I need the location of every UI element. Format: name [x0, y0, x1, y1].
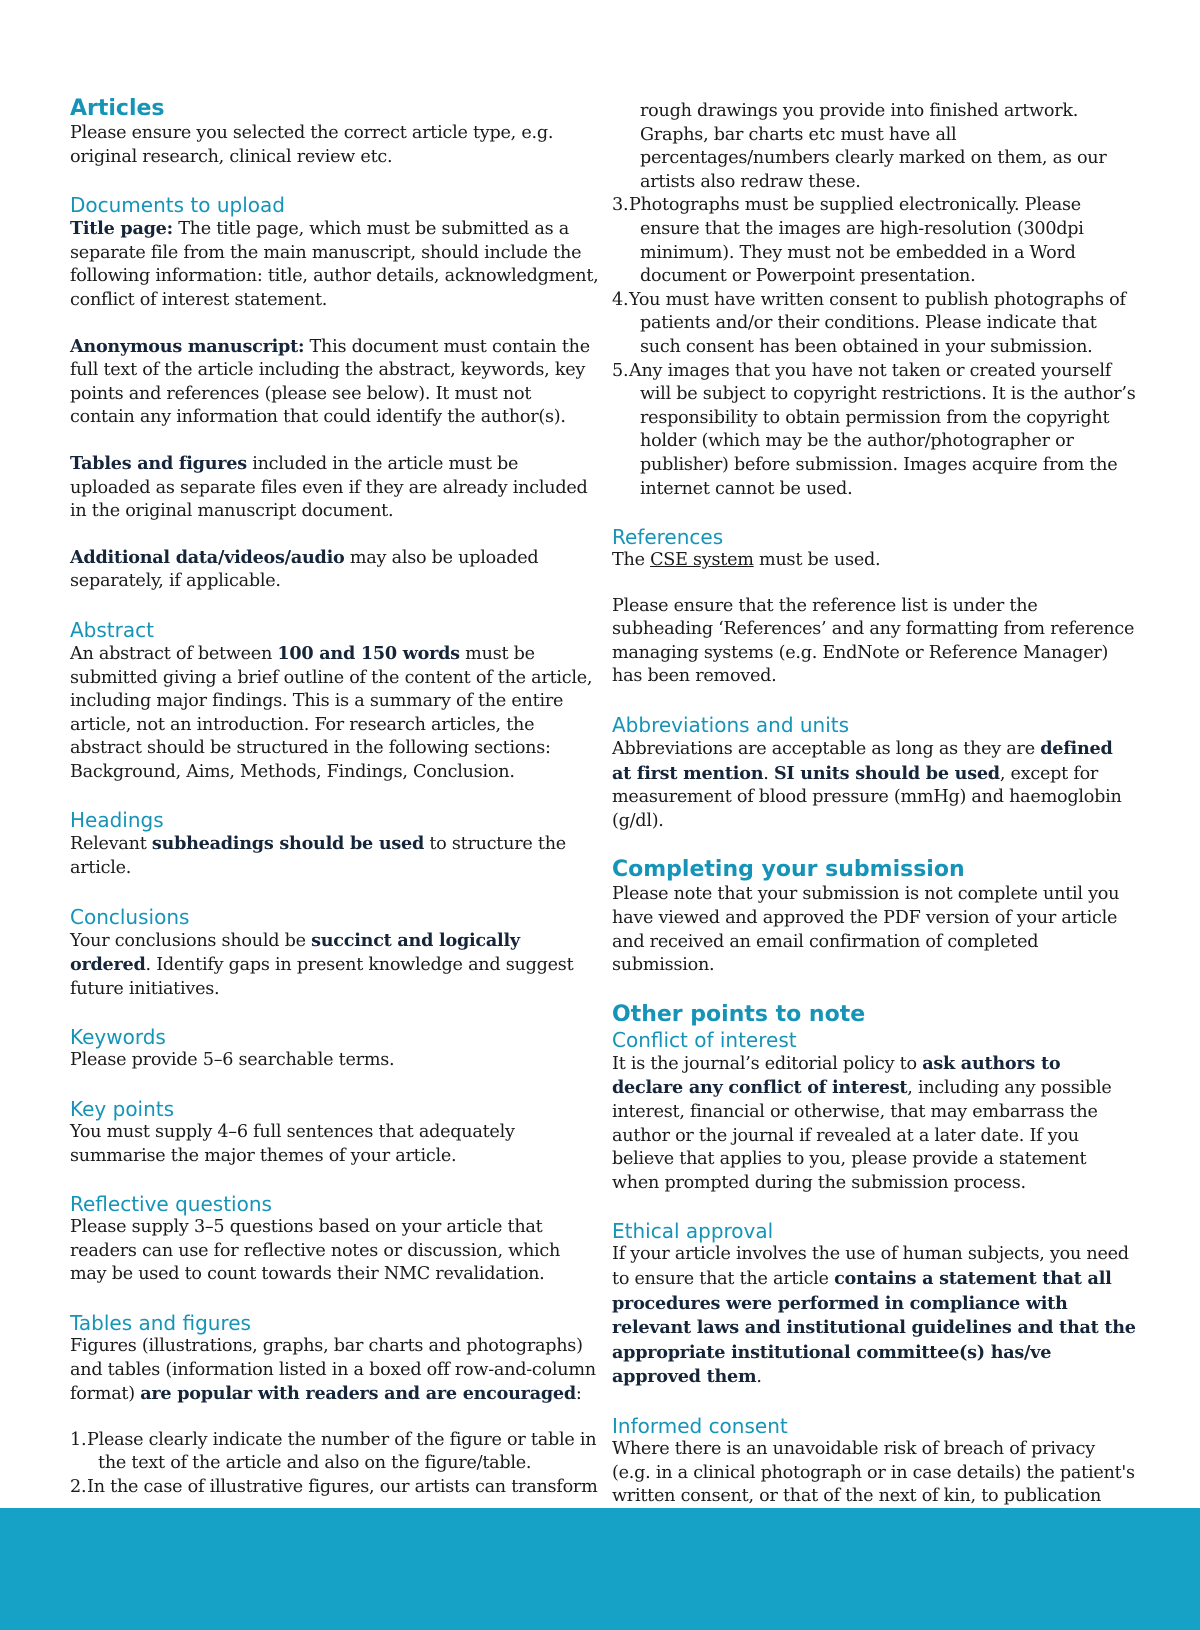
additional-label: Additional data/videos/audio — [70, 546, 345, 568]
section-ethical — [612, 1219, 1136, 1390]
title-page-text: The title page, which must be submitted as a separate file from the main manuscript, should include the following information: title, author details, acknowledgment, conflict of interest statement. — [70, 219, 599, 310]
reflective-text: Please supply 3–5 questions based on your article that readers can use for reflective notes or discussion, which may be used to count towards their NMC revalidation. — [70, 1217, 561, 1285]
section-abstract — [70, 618, 600, 785]
ethical-bold: contains a statement that all procedures were performed in compliance with relevant laws and institutional guidelines and that the appropriate institutional committee(s) has/ve approved them — [612, 1267, 1136, 1388]
tables-upload-text: included in the article must be uploaded as separate files even if they are already included in the original manuscript document. — [70, 453, 588, 522]
section-keywords — [70, 1025, 600, 1073]
heading-keypoints: Key points — [70, 1097, 175, 1122]
list-item-continued — [612, 100, 1136, 194]
footer-band — [0, 1508, 1200, 1630]
anon-label: Anonymous manuscript: — [70, 335, 305, 357]
tables-text-a: Figures (illustrations, graphs, bar charts and photographs) and tables (information listed in a boxed off row-and-column format) — [70, 1336, 596, 1405]
heading-ethical: Ethical approval — [612, 1219, 774, 1244]
coi-text-a: It is the journal’s editorial policy to — [612, 1053, 923, 1074]
title-page-label: Title page: — [70, 218, 173, 240]
abstract-bold: 100 and 150 words — [277, 642, 460, 664]
list-item-text: You must have written consent to publish photographs of patients and/or their conditions. Please indicate that such consent has been obtained in your submission. — [629, 289, 1126, 357]
tables-text-b: : — [575, 1384, 582, 1405]
heading-conclusions: Conclusions — [70, 904, 190, 929]
ethical-text — [612, 1243, 1136, 1390]
abbrev-text-c: , except for measurement of blood pressure (mmHg) and haemoglobin (g/dl). — [612, 763, 1122, 831]
coi-text-b: , including any possible interest, financial or otherwise, that may embarrass the author or the journal if revealed at a later date. If you believe that applies to you, please provide a statement when prompted during the submission process. — [612, 1078, 1112, 1193]
heading-reflective: Reflective questions — [70, 1192, 272, 1217]
conclusions-bold: succinct and logically ordered — [70, 929, 520, 976]
additional-paragraph — [70, 546, 600, 594]
references-text-a: The — [612, 550, 651, 571]
list-item-text: Please clearly indicate the number of the figure or table in the text of the article and also on the figure/table. — [87, 1429, 597, 1474]
list-item — [70, 1429, 600, 1476]
section-tables — [70, 1311, 600, 1500]
abstract-text-b: must be submitted giving a brief outline of the content of the article, including major findings. This is a summary of the entire article, not an introduction. For research articles, the abstract should be structured in the following sections: Background, Aims, Methods, Findings, Conclusion. — [70, 643, 593, 782]
heading-completing: Completing your submission — [612, 857, 965, 883]
heading-keywords: Keywords — [70, 1025, 166, 1050]
section-abbreviations — [612, 713, 1136, 833]
heading-references: References — [612, 525, 724, 550]
abstract-text-a: An abstract of between — [70, 643, 278, 664]
list-number: 2. — [70, 1476, 87, 1497]
heading-abbreviations: Abbreviations and units — [612, 713, 850, 738]
tables-text — [70, 1335, 600, 1407]
tables-upload-label: Tables and figures — [70, 452, 247, 474]
heading-coi: Conflict of interest — [612, 1027, 797, 1052]
section-documents — [70, 193, 600, 594]
list-number: 4. — [612, 289, 629, 310]
anon-text: This document must contain the full text of the article including the abstract, keywords, key points and references (please see below). It must not contain any information that could identify the author(s). — [70, 336, 590, 428]
left-column — [70, 96, 600, 1524]
section-keypoints — [70, 1097, 600, 1168]
headings-text-b: to structure the article. — [70, 834, 566, 879]
completing-text: Please note that your submission is not complete until you have viewed and approved the PDF version of your article and received an email confirmation of completed submission. — [612, 884, 1120, 976]
tables-bold: are popular with readers and are encouraged — [140, 1383, 576, 1405]
heading-tables: Tables and figures — [70, 1311, 251, 1335]
list-number: 5. — [612, 360, 629, 381]
list-number: 3. — [612, 195, 629, 216]
anon-paragraph — [70, 335, 600, 430]
heading-abstract: Abstract — [70, 617, 154, 642]
references-text — [612, 549, 1136, 573]
coi-text — [612, 1052, 1136, 1196]
title-page-paragraph — [70, 217, 600, 312]
headings-text-a: Relevant — [70, 834, 152, 855]
list-item — [612, 289, 1136, 360]
list-item — [70, 1476, 600, 1500]
section-conclusions — [70, 905, 600, 1002]
conclusions-text — [70, 929, 600, 1002]
section-articles — [70, 96, 600, 169]
cse-system-link[interactable]: CSE system — [650, 550, 754, 571]
section-headings — [70, 808, 600, 880]
list-item-text: rough drawings you provide into finished artwork. Graphs, bar charts etc must have all percentages/numbers clearly marked on them, as our artists also redraw these. — [640, 101, 1107, 192]
heading-other: Other points to note — [612, 1001, 866, 1027]
keypoints-text: You must supply 4–6 full sentences that adequately summarise the major themes of your article. — [70, 1122, 515, 1166]
abbrev-text-a: Abbreviations are acceptable as long as they are — [612, 739, 1041, 760]
consent-text-a: Where there is an unavoidable risk of breach of privacy (e.g. in a clinical photograph or in case details) the patient's written consent, or that of the next of kin, to publication — [612, 1438, 1135, 1507]
ethical-text-a: If your article involves the use of human subjects, you need to ensure that the article — [612, 1244, 1129, 1289]
articles-text: Please ensure you selected the correct article type, e.g. original research, clinical review etc. — [70, 123, 554, 167]
conclusions-text-b: . Identify gaps in present knowledge and suggest future initiatives. — [70, 955, 574, 999]
additional-text: may also be uploaded separately, if applicable. — [70, 547, 539, 592]
abbrev-text-b: . — [763, 763, 774, 784]
heading-articles: Articles — [70, 96, 165, 121]
ethical-text-b: . — [756, 1367, 762, 1388]
coi-bold: ask authors to declare any conflict of interest — [612, 1052, 1061, 1099]
section-other — [612, 1002, 1136, 1196]
list-item — [612, 194, 1136, 288]
list-item-text: Any images that you have not taken or created yourself will be subject to copyright restrictions. It is the author’s responsibility to obtain permission from the copyright holder (which may be the author/photographer or publisher) before submission. Images acquire from the internet cannot be used. — [629, 360, 1136, 499]
figures-list-continued — [612, 100, 1136, 501]
heading-headings: Headings — [70, 808, 164, 833]
abbrev-bold-1: defined at first mention — [612, 738, 1113, 784]
references-text-2: Please ensure that the reference list is under the subheading ‘References’ and any formatting from reference managing systems (e.g. EndNote or Reference Manager) has been removed. — [612, 595, 1135, 687]
list-item-text: In the case of illustrative figures, our artists can transform — [87, 1476, 598, 1497]
figures-list — [70, 1429, 600, 1500]
abbrev-bold-2: SI units should be used — [773, 762, 1000, 784]
section-reflective — [70, 1192, 600, 1287]
list-item-text: Photographs must be supplied electronically. Please ensure that the images are high-resolution (300dpi minimum). They must not be embedded in a Word document or Powerpoint presentation. — [629, 195, 1084, 287]
list-item — [612, 360, 1136, 502]
abbrev-text — [612, 737, 1136, 833]
abstract-text — [70, 642, 600, 785]
section-completing — [612, 857, 1136, 977]
heading-documents: Documents to upload — [70, 193, 285, 218]
section-references — [612, 525, 1136, 689]
list-number: 1. — [70, 1429, 87, 1450]
keywords-text: Please provide 5–6 searchable terms. — [70, 1050, 395, 1071]
headings-bold: subheadings should be used — [151, 833, 425, 855]
right-column — [612, 100, 1136, 1605]
heading-consent: Informed consent — [612, 1413, 788, 1438]
references-text-b: must be used. — [753, 550, 881, 571]
headings-text — [70, 832, 600, 880]
conclusions-text-a: Your conclusions should be — [70, 930, 312, 951]
tables-upload-paragraph — [70, 452, 600, 524]
